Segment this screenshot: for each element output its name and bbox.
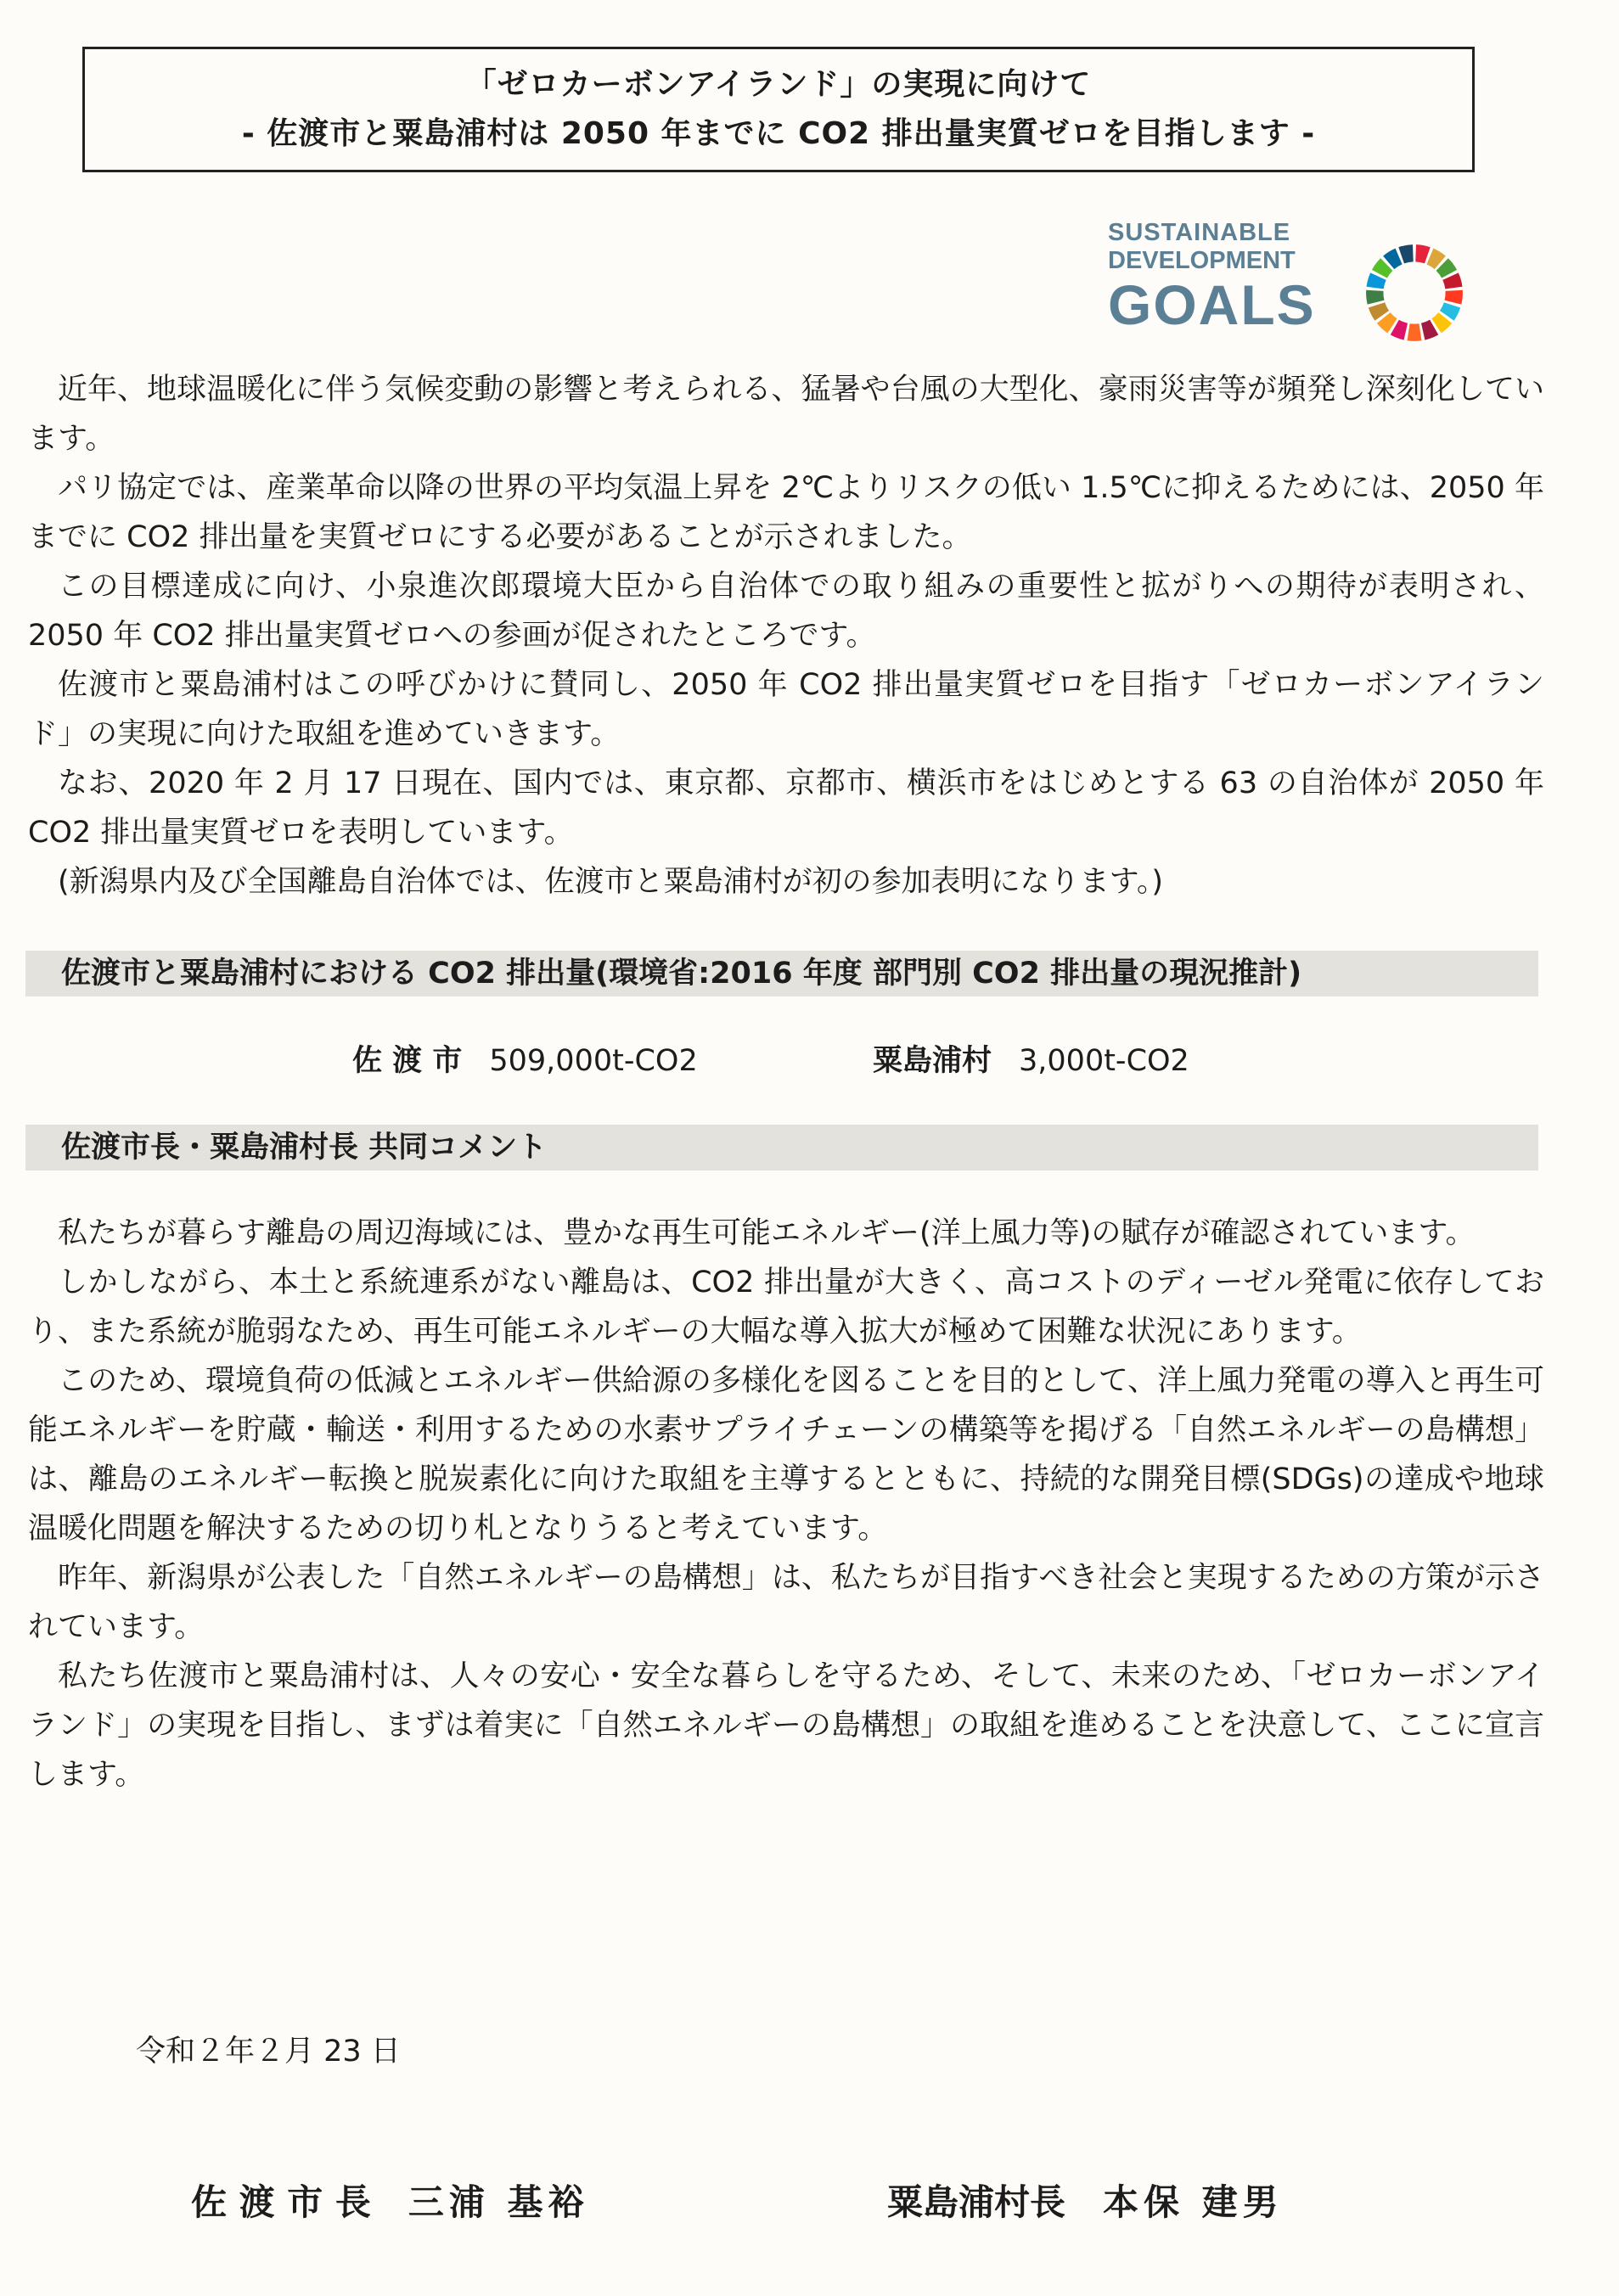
intro-paragraph-4: 佐渡市と粟島浦村はこの呼びかけに賛同し、2050 年 CO2 排出量実質ゼロを目指す「ゼロカーボンアイランド」の実現に向けた取組を進めていきます。: [28, 668, 1544, 751]
signature-sado-title: 佐 渡 市 長: [191, 2181, 371, 2223]
comment-paragraph-3: このため、環境負荷の低減とエネルギー供給源の多様化を図ることを目的として、洋上風力発電の導入と再生可能エネルギーを貯蔵・輸送・利用するための水素サプライチェーンの構築等を掲げる「自然エネルギーの島構想」は、離島のエネルギー転換と脱炭素化に向けた取組を主導するとともに、持続的な開発目標(SDGs)の達成や地球温暖化問題を解決するための切り札となりうると考えています。: [28, 1364, 1544, 1546]
intro-paragraph-2: パリ協定では、産業革命以降の世界の平均気温上昇を 2℃よりリスクの低い 1.5℃に抑えるためには、2050 年までに CO2 排出量を実質ゼロにする必要があることが示されました。: [28, 471, 1544, 554]
intro-section: [28, 365, 1544, 907]
comment-paragraph-5: 私たち佐渡市と粟島浦村は、人々の安心・安全な暮らしを守るため、そして、未来のため、「ゼロカーボンアイランド」の実現を目指し、まずは着実に「自然エネルギーの島構想」の取組を進めることを決意して、ここに宣言します。: [28, 1659, 1544, 1792]
emission-sado-value: 509,000t-CO2: [489, 1044, 698, 1078]
sdg-wheel-segment: [1398, 244, 1413, 263]
comment-heading: 佐渡市長・粟島浦村長 共同コメント: [25, 1125, 1538, 1170]
sdg-wordmark-line2: DEVELOPMENT: [1108, 247, 1296, 274]
sdg-wheel-segment: [1408, 323, 1422, 341]
sdg-wheel-segment: [1445, 290, 1463, 305]
emission-sado-label: 佐 渡 市: [352, 1044, 463, 1078]
intro-paragraph-3: この目標達成に向け、小泉進次郎環境大臣から自治体での取り組みの重要性と拡がりへの期待が表明され、2050 年 CO2 排出量実質ゼロへの参画が促されたところです。: [28, 570, 1544, 653]
signature-awashima: [887, 2177, 1284, 2228]
sdg-wordmark-line3: GOALS: [1108, 273, 1316, 336]
intro-paragraph-1: 近年、地球温暖化に伴う気候変動の影響と考えられる、猛暑や台風の大型化、豪雨災害等が頻発し深刻化しています。: [28, 373, 1544, 456]
title-line-2: - 佐渡市と粟島浦村は 2050 年までに CO2 排出量実質ゼロを目指します -: [241, 116, 1316, 151]
sdg-wheel-icon: [1363, 241, 1466, 345]
emission-awashima: [873, 1040, 1189, 1082]
emission-awashima-value: 3,000t-CO2: [1019, 1044, 1189, 1078]
comment-paragraph-4: 昨年、新潟県が公表した「自然エネルギーの島構想」は、私たちが目指すべき社会と実現するための方策が示されています。: [28, 1561, 1544, 1644]
comment-paragraph-2: しかしながら、本土と系統連系がない離島は、CO2 排出量が大きく、高コストのディーゼル発電に依存しており、また系統が脆弱なため、再生可能エネルギーの大幅な導入拡大が極めて困難な状況にあります。: [28, 1266, 1544, 1349]
intro-paragraph-5: なお、2020 年 2 月 17 日現在、国内では、東京都、京都市、横浜市をはじめとする 63 の自治体が 2050 年 CO2 排出量実質ゼロを表明しています。: [28, 766, 1544, 850]
sdg-wheel-segment: [1366, 290, 1384, 305]
emission-sado: [352, 1040, 698, 1082]
signature-awashima-name: 本保 建男: [1103, 2181, 1284, 2223]
comment-paragraph-1: 私たちが暮らす離島の周辺海域には、豊かな再生可能エネルギー(洋上風力等)の賦存が確認されています。: [58, 1216, 1476, 1250]
title-line-1: 「ゼロカーボンアイランド」の実現に向けて: [465, 67, 1092, 102]
sdg-wordmark-line1: SUSTAINABLE: [1108, 219, 1291, 246]
declaration-date: 令和２年２月 23 日: [136, 2035, 401, 2069]
intro-note: (新潟県内及び全国離島自治体では、佐渡市と粟島浦村が初の参加表明になります。): [58, 865, 1164, 899]
sdg-logo: [1108, 219, 1490, 346]
signature-awashima-title: 粟島浦村長: [887, 2181, 1066, 2223]
title-box: [82, 47, 1475, 172]
sdg-wordmark: [1108, 219, 1316, 336]
emission-awashima-label: 粟島浦村: [873, 1044, 992, 1078]
comment-section: [28, 1209, 1544, 1799]
signature-sado-name: 三浦 基裕: [408, 2181, 589, 2223]
signature-sado: [191, 2177, 589, 2228]
sdg-wheel-segment: [1415, 244, 1430, 263]
emissions-heading: 佐渡市と粟島浦村における CO2 排出量(環境省:2016 年度 部門別 CO2 排出量の現況推計): [25, 951, 1538, 996]
